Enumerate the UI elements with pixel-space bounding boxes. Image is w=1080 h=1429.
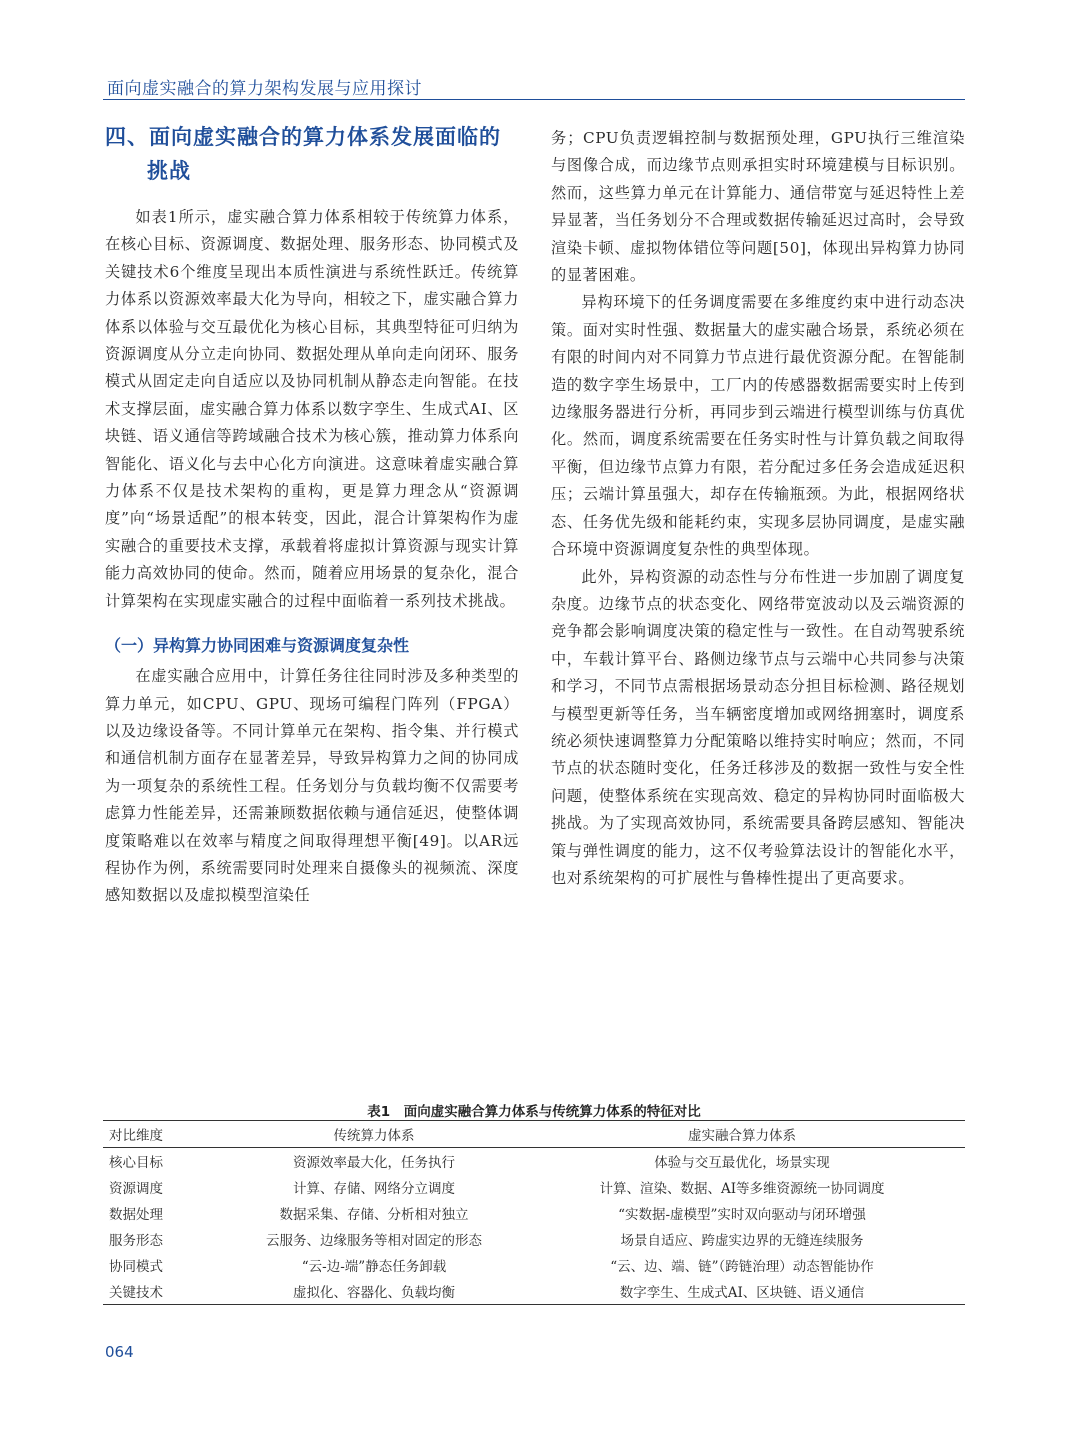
table-cell: “云-边-端”静态任务卸载 (301, 1259, 447, 1275)
table-cell: 数据采集、存储、分析相对独立 (279, 1207, 469, 1223)
table-row (103, 1226, 965, 1252)
table-cell: 虚拟化、容器化、负载均衡 (293, 1285, 455, 1301)
table-cell: 数据处理 (109, 1207, 163, 1223)
body-paragraph: 如表1所示，虚实融合算力体系相较于传统算力体系，在核心目标、资源调度、数据处理、服务形态、协同模式及关键技术6个维度呈现出本质性演进与系统性跃迁。传统算力体系以资源效率最大化为导向，相较之下，虚实融合算力体系以体验与交互最优化为核心目标，其典型特征可归纳为资源调度从分立走向协同、数据处理从单向走向闭环、服务模式从固定走向自适应以及协同机制从静态走向智能。在技术支撑层面，虚实融合算力体系以数字孪生、生成式AI、区块链、语义通信等跨域融合技术为核心簇，推动算力体系向智能化、语义化与去中心化方向演进。这意味着虚实融合算力体系不仅是技术架构的重构，更是算力理念从“资源调度”向“场景适配”的根本转变，因此，混合计算架构作为虚实融合的重要技术支撑，承载着将虚拟计算资源与现实计算能力高效协同的使命。然而，随着应用场景的复杂化，混合计算架构在实现虚实融合的过程中面临着一系列技术挑战。 (105, 208, 520, 610)
table-cell: 资源调度 (109, 1181, 163, 1197)
table-caption: 表1 面向虚实融合算力体系与传统算力体系的特征对比 (367, 1104, 701, 1120)
table-header-row (103, 1121, 965, 1148)
table-cell: 资源效率最大化，任务执行 (293, 1155, 455, 1171)
page-number: 064 (105, 1343, 134, 1361)
body-paragraph: 务；CPU负责逻辑控制与数据预处理，GPU执行三维渲染与图像合成，而边缘节点则承担实时环境建模与目标识别。然而，这些算力单元在计算能力、通信带宽与延迟特性上差异显著，当任务划分不合理或数据传输延迟过高时，会导致渲染卡顿、虚拟物体错位等问题[50]，体现出异构算力协同的显著困难。 (551, 129, 965, 285)
subsection-title: （一）异构算力协同困难与资源调度复杂性 (105, 636, 410, 656)
table-cell: 服务形态 (109, 1233, 163, 1249)
table-cell: 体验与交互最优化，场景实现 (654, 1155, 830, 1171)
body-paragraph: 此外，异构资源的动态性与分布性进一步加剧了调度复杂度。边缘节点的状态变化、网络带宽波动以及云端资源的竞争都会影响调度决策的稳定性与一致性。在自动驾驶系统中，车载计算平台、路侧边缘节点与云端中心共同参与决策和学习，不同节点需根据场景动态分担目标检测、路径规划与模型更新等任务，当车辆密度增加或网络拥塞时，调度系统必须快速调整算力分配策略以维持实时响应；然而，不同节点的状态随时变化，任务迁移涉及的数据一致性与安全性问题，使整体系统在实现高效、稳定的异构协同时面临极大挑战。为了实现高效协同，系统需要具备跨层感知、智能决策与弹性调度的能力，这不仅考验算法设计的智能化水平，也对系统架构的可扩展性与鲁棒性提出了更高要求。 (551, 567, 965, 887)
table-cell: 关键技术 (109, 1285, 163, 1301)
header-rule (103, 99, 965, 100)
table-cell: 协同模式 (109, 1259, 163, 1275)
table-header-cell: 传统算力体系 (333, 1128, 415, 1144)
running-head: 面向虚实融合的算力架构发展与应用探讨 (107, 79, 422, 99)
table-row (103, 1174, 965, 1200)
table-header-cell: 虚实融合算力体系 (688, 1128, 796, 1144)
body-paragraph: 在虚实融合应用中，计算任务往往同时涉及多种类型的算力单元，如CPU、GPU、现场可编程门阵列（FPGA）以及边缘设备等。不同计算单元在架构、指令集、并行模式和通信机制方面存在显著差异，导致异构算力之间的协同成为一项复杂的系统性工程。任务划分与负载均衡不仅需要考虑算力性能差异，还需兼顾数据依赖与通信延迟，使整体调度策略难以在效率与精度之间取得理想平衡[49]。以AR远程协作为例，系统需要同时处理来自摄像头的视频流、深度感知数据以及虚拟模型渲染任 (105, 667, 519, 905)
right-column (551, 125, 965, 892)
table-row (103, 1200, 965, 1226)
table-cell: 场景自适应、跨虚实边界的无缝连续服务 (620, 1233, 864, 1249)
table-cell: 计算、存储、网络分立调度 (293, 1181, 455, 1197)
table-cell: “实数据-虚模型”实时双向驱动与闭环增强 (618, 1207, 866, 1223)
left-column (105, 120, 519, 910)
table-cell: 核心目标 (109, 1155, 163, 1171)
section-title: 四、面向虚实融合的算力体系发展面临的挑战 (105, 125, 501, 183)
table-row (103, 1252, 965, 1278)
body-paragraph: 异构环境下的任务调度需要在多维度约束中进行动态决策。面对实时性强、数据量大的虚实融合场景，系统必须在有限的时间内对不同算力节点进行最优资源分配。在智能制造的数字孪生场景中，工厂内的传感器数据需要实时上传到边缘服务器进行分析，再同步到云端进行模型训练与仿真优化。然而，调度系统需要在任务实时性与计算负载之间取得平衡，但边缘节点算力有限，若分配过多任务会造成延迟积压；云端计算虽强大，却存在传输瓶颈。为此，根据网络状态、任务优先级和能耗约束，实现多层协同调度，是虚实融合环境中资源调度复杂性的典型体现。 (551, 293, 965, 559)
table-row (103, 1278, 965, 1305)
table-cell: “云、边、端、链”（跨链治理）动态智能协作 (610, 1259, 874, 1275)
table-header-cell: 对比维度 (109, 1128, 163, 1144)
table-row (103, 1148, 965, 1175)
table-cell: 计算、渲染、数据、AI等多维资源统一协同调度 (599, 1181, 885, 1197)
table-cell: 云服务、边缘服务等相对固定的形态 (266, 1233, 482, 1249)
table-cell: 数字孪生、生成式AI、区块链、语义通信 (619, 1285, 865, 1301)
comparison-table (103, 1120, 965, 1305)
